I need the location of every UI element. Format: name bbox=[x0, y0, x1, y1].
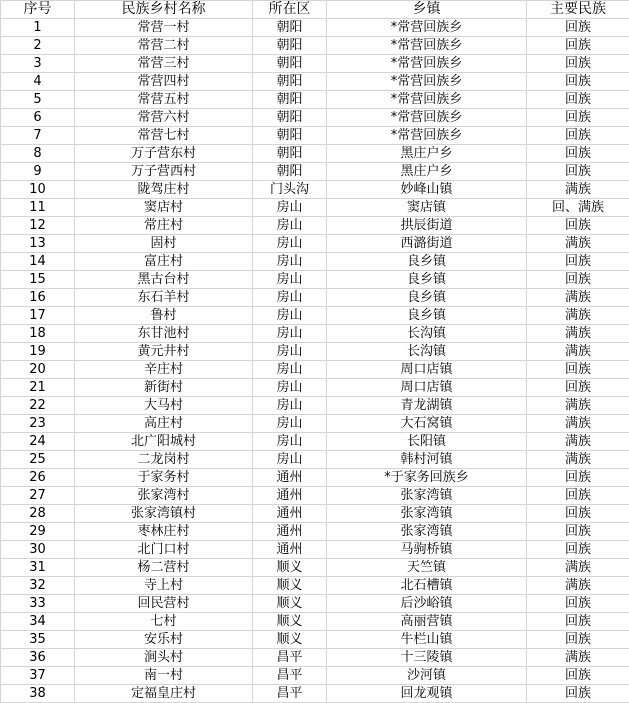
cell-village-name: 常营五村 bbox=[75, 91, 253, 109]
cell-village-name: 常营三村 bbox=[75, 55, 253, 73]
table-row bbox=[1, 541, 629, 559]
cell-index: 1 bbox=[1, 19, 75, 37]
cell-village-name: 回民营村 bbox=[75, 595, 253, 613]
cell-main-ethnicity: 满族 bbox=[527, 649, 629, 667]
cell-index: 36 bbox=[1, 649, 75, 667]
header-township: 乡镇 bbox=[327, 1, 527, 19]
cell-township: 青龙湖镇 bbox=[327, 397, 527, 415]
cell-village-name: 黑古台村 bbox=[75, 271, 253, 289]
cell-main-ethnicity: 回族 bbox=[527, 55, 629, 73]
cell-township: *常营回族乡 bbox=[327, 127, 527, 145]
cell-main-ethnicity: 回族 bbox=[527, 19, 629, 37]
cell-main-ethnicity: 回族 bbox=[527, 271, 629, 289]
cell-district: 房山 bbox=[253, 235, 327, 253]
cell-district: 朝阳 bbox=[253, 37, 327, 55]
cell-main-ethnicity: 回族 bbox=[527, 667, 629, 685]
cell-township: 张家湾镇 bbox=[327, 505, 527, 523]
cell-index: 25 bbox=[1, 451, 75, 469]
cell-main-ethnicity: 回族 bbox=[527, 91, 629, 109]
table-row bbox=[1, 361, 629, 379]
cell-district: 顺义 bbox=[253, 613, 327, 631]
cell-township: 韩村河镇 bbox=[327, 451, 527, 469]
cell-village-name: 常营四村 bbox=[75, 73, 253, 91]
cell-township: 长沟镇 bbox=[327, 325, 527, 343]
cell-index: 8 bbox=[1, 145, 75, 163]
cell-district: 朝阳 bbox=[253, 91, 327, 109]
table-row bbox=[1, 649, 629, 667]
cell-main-ethnicity: 回族 bbox=[527, 685, 629, 703]
cell-township: *常营回族乡 bbox=[327, 37, 527, 55]
cell-index: 29 bbox=[1, 523, 75, 541]
cell-index: 24 bbox=[1, 433, 75, 451]
cell-index: 20 bbox=[1, 361, 75, 379]
table-row bbox=[1, 667, 629, 685]
cell-township: 长阳镇 bbox=[327, 433, 527, 451]
cell-main-ethnicity: 回族 bbox=[527, 541, 629, 559]
table-row bbox=[1, 523, 629, 541]
table-row bbox=[1, 397, 629, 415]
cell-index: 16 bbox=[1, 289, 75, 307]
cell-district: 朝阳 bbox=[253, 55, 327, 73]
cell-main-ethnicity: 满族 bbox=[527, 343, 629, 361]
cell-village-name: 涧头村 bbox=[75, 649, 253, 667]
cell-township: 良乡镇 bbox=[327, 307, 527, 325]
cell-village-name: 常营二村 bbox=[75, 37, 253, 55]
cell-main-ethnicity: 满族 bbox=[527, 235, 629, 253]
cell-township: 良乡镇 bbox=[327, 271, 527, 289]
cell-township: 长沟镇 bbox=[327, 343, 527, 361]
table-row bbox=[1, 127, 629, 145]
cell-district: 房山 bbox=[253, 361, 327, 379]
cell-township: 西潞街道 bbox=[327, 235, 527, 253]
cell-district: 房山 bbox=[253, 253, 327, 271]
cell-village-name: 鲁村 bbox=[75, 307, 253, 325]
cell-index: 7 bbox=[1, 127, 75, 145]
cell-village-name: 北门口村 bbox=[75, 541, 253, 559]
cell-district: 顺义 bbox=[253, 631, 327, 649]
cell-village-name: 七村 bbox=[75, 613, 253, 631]
cell-district: 朝阳 bbox=[253, 127, 327, 145]
cell-index: 5 bbox=[1, 91, 75, 109]
cell-main-ethnicity: 回族 bbox=[527, 109, 629, 127]
cell-village-name: 常营一村 bbox=[75, 19, 253, 37]
cell-main-ethnicity: 满族 bbox=[527, 289, 629, 307]
cell-main-ethnicity: 满族 bbox=[527, 433, 629, 451]
cell-index: 26 bbox=[1, 469, 75, 487]
cell-index: 37 bbox=[1, 667, 75, 685]
cell-township: 窦店镇 bbox=[327, 199, 527, 217]
header-village-name: 民族乡村名称 bbox=[75, 1, 253, 19]
cell-index: 31 bbox=[1, 559, 75, 577]
cell-district: 顺义 bbox=[253, 559, 327, 577]
cell-village-name: 新街村 bbox=[75, 379, 253, 397]
cell-township: 沙河镇 bbox=[327, 667, 527, 685]
cell-township: 后沙峪镇 bbox=[327, 595, 527, 613]
cell-index: 6 bbox=[1, 109, 75, 127]
cell-index: 38 bbox=[1, 685, 75, 703]
cell-main-ethnicity: 回族 bbox=[527, 523, 629, 541]
cell-main-ethnicity: 回、满族 bbox=[527, 199, 629, 217]
cell-main-ethnicity: 回族 bbox=[527, 487, 629, 505]
cell-main-ethnicity: 回族 bbox=[527, 253, 629, 271]
cell-district: 房山 bbox=[253, 307, 327, 325]
cell-main-ethnicity: 回族 bbox=[527, 469, 629, 487]
cell-main-ethnicity: 回族 bbox=[527, 37, 629, 55]
table-row bbox=[1, 415, 629, 433]
cell-district: 通州 bbox=[253, 505, 327, 523]
cell-district: 朝阳 bbox=[253, 109, 327, 127]
cell-district: 朝阳 bbox=[253, 145, 327, 163]
cell-township: 马驹桥镇 bbox=[327, 541, 527, 559]
header-row bbox=[1, 1, 629, 19]
cell-index: 30 bbox=[1, 541, 75, 559]
table-row bbox=[1, 595, 629, 613]
table-row bbox=[1, 109, 629, 127]
cell-village-name: 固村 bbox=[75, 235, 253, 253]
cell-index: 9 bbox=[1, 163, 75, 181]
cell-village-name: 东石羊村 bbox=[75, 289, 253, 307]
cell-main-ethnicity: 满族 bbox=[527, 577, 629, 595]
cell-index: 3 bbox=[1, 55, 75, 73]
cell-township: 张家湾镇 bbox=[327, 523, 527, 541]
cell-village-name: 二龙岗村 bbox=[75, 451, 253, 469]
cell-district: 朝阳 bbox=[253, 19, 327, 37]
cell-index: 11 bbox=[1, 199, 75, 217]
table-row bbox=[1, 199, 629, 217]
cell-village-name: 陇驾庄村 bbox=[75, 181, 253, 199]
cell-index: 34 bbox=[1, 613, 75, 631]
cell-index: 23 bbox=[1, 415, 75, 433]
cell-index: 13 bbox=[1, 235, 75, 253]
cell-index: 4 bbox=[1, 73, 75, 91]
cell-village-name: 常庄村 bbox=[75, 217, 253, 235]
cell-main-ethnicity: 回族 bbox=[527, 505, 629, 523]
cell-main-ethnicity: 满族 bbox=[527, 181, 629, 199]
cell-village-name: 辛庄村 bbox=[75, 361, 253, 379]
cell-index: 2 bbox=[1, 37, 75, 55]
table-row bbox=[1, 289, 629, 307]
cell-village-name: 张家湾村 bbox=[75, 487, 253, 505]
cell-district: 房山 bbox=[253, 415, 327, 433]
cell-district: 房山 bbox=[253, 271, 327, 289]
cell-township: 北石槽镇 bbox=[327, 577, 527, 595]
cell-main-ethnicity: 回族 bbox=[527, 127, 629, 145]
cell-township: 妙峰山镇 bbox=[327, 181, 527, 199]
cell-main-ethnicity: 回族 bbox=[527, 145, 629, 163]
cell-main-ethnicity: 满族 bbox=[527, 415, 629, 433]
cell-village-name: 常营七村 bbox=[75, 127, 253, 145]
cell-village-name: 万子营西村 bbox=[75, 163, 253, 181]
cell-district: 顺义 bbox=[253, 577, 327, 595]
cell-district: 房山 bbox=[253, 199, 327, 217]
cell-village-name: 富庄村 bbox=[75, 253, 253, 271]
cell-main-ethnicity: 回族 bbox=[527, 595, 629, 613]
table-row bbox=[1, 343, 629, 361]
cell-township: 周口店镇 bbox=[327, 361, 527, 379]
cell-township: 黑庄户乡 bbox=[327, 145, 527, 163]
cell-village-name: 东甘池村 bbox=[75, 325, 253, 343]
cell-index: 14 bbox=[1, 253, 75, 271]
cell-township: 高丽营镇 bbox=[327, 613, 527, 631]
cell-index: 12 bbox=[1, 217, 75, 235]
cell-township: 大石窝镇 bbox=[327, 415, 527, 433]
cell-township: *常营回族乡 bbox=[327, 19, 527, 37]
table-row bbox=[1, 613, 629, 631]
cell-village-name: 枣林庄村 bbox=[75, 523, 253, 541]
cell-district: 房山 bbox=[253, 433, 327, 451]
cell-village-name: 高庄村 bbox=[75, 415, 253, 433]
cell-district: 房山 bbox=[253, 451, 327, 469]
cell-main-ethnicity: 回族 bbox=[527, 631, 629, 649]
cell-main-ethnicity: 满族 bbox=[527, 559, 629, 577]
cell-district: 昌平 bbox=[253, 649, 327, 667]
table-row bbox=[1, 55, 629, 73]
table-row bbox=[1, 577, 629, 595]
cell-village-name: 万子营东村 bbox=[75, 145, 253, 163]
cell-township: 良乡镇 bbox=[327, 253, 527, 271]
cell-township: *于家务回族乡 bbox=[327, 469, 527, 487]
cell-village-name: 黄元井村 bbox=[75, 343, 253, 361]
table-row bbox=[1, 469, 629, 487]
table-row bbox=[1, 505, 629, 523]
table-row bbox=[1, 451, 629, 469]
cell-village-name: 窦店村 bbox=[75, 199, 253, 217]
cell-district: 房山 bbox=[253, 325, 327, 343]
cell-main-ethnicity: 满族 bbox=[527, 397, 629, 415]
cell-district: 顺义 bbox=[253, 595, 327, 613]
cell-village-name: 张家湾镇村 bbox=[75, 505, 253, 523]
cell-village-name: 北广阳城村 bbox=[75, 433, 253, 451]
table-row bbox=[1, 433, 629, 451]
table-row bbox=[1, 217, 629, 235]
table-row bbox=[1, 91, 629, 109]
cell-village-name: 常营六村 bbox=[75, 109, 253, 127]
cell-village-name: 寺上村 bbox=[75, 577, 253, 595]
cell-township: 天竺镇 bbox=[327, 559, 527, 577]
table-row bbox=[1, 559, 629, 577]
cell-township: 黑庄户乡 bbox=[327, 163, 527, 181]
cell-district: 门头沟 bbox=[253, 181, 327, 199]
cell-district: 昌平 bbox=[253, 685, 327, 703]
cell-township: 牛栏山镇 bbox=[327, 631, 527, 649]
cell-district: 房山 bbox=[253, 217, 327, 235]
cell-index: 35 bbox=[1, 631, 75, 649]
cell-district: 通州 bbox=[253, 487, 327, 505]
cell-village-name: 杨二营村 bbox=[75, 559, 253, 577]
cell-township: 张家湾镇 bbox=[327, 487, 527, 505]
cell-main-ethnicity: 回族 bbox=[527, 379, 629, 397]
header-district: 所在区 bbox=[253, 1, 327, 19]
cell-main-ethnicity: 满族 bbox=[527, 325, 629, 343]
cell-township: 十三陵镇 bbox=[327, 649, 527, 667]
cell-village-name: 安乐村 bbox=[75, 631, 253, 649]
cell-index: 27 bbox=[1, 487, 75, 505]
cell-district: 通州 bbox=[253, 523, 327, 541]
table-row bbox=[1, 37, 629, 55]
cell-main-ethnicity: 回族 bbox=[527, 361, 629, 379]
table-row bbox=[1, 631, 629, 649]
table-row bbox=[1, 271, 629, 289]
cell-township: *常营回族乡 bbox=[327, 109, 527, 127]
table-row bbox=[1, 325, 629, 343]
cell-main-ethnicity: 回族 bbox=[527, 217, 629, 235]
table-row bbox=[1, 487, 629, 505]
table-row bbox=[1, 253, 629, 271]
cell-village-name: 定福皇庄村 bbox=[75, 685, 253, 703]
cell-district: 房山 bbox=[253, 289, 327, 307]
cell-index: 22 bbox=[1, 397, 75, 415]
cell-main-ethnicity: 回族 bbox=[527, 163, 629, 181]
cell-district: 通州 bbox=[253, 469, 327, 487]
table-row bbox=[1, 73, 629, 91]
cell-township: *常营回族乡 bbox=[327, 91, 527, 109]
header-main-ethnicity: 主要民族 bbox=[527, 1, 629, 19]
cell-township: 回龙观镇 bbox=[327, 685, 527, 703]
cell-main-ethnicity: 满族 bbox=[527, 451, 629, 469]
table-row bbox=[1, 307, 629, 325]
cell-index: 32 bbox=[1, 577, 75, 595]
cell-main-ethnicity: 满族 bbox=[527, 307, 629, 325]
table-row bbox=[1, 379, 629, 397]
cell-township: *常营回族乡 bbox=[327, 55, 527, 73]
cell-index: 17 bbox=[1, 307, 75, 325]
cell-township: 拱辰街道 bbox=[327, 217, 527, 235]
table-row bbox=[1, 19, 629, 37]
cell-district: 通州 bbox=[253, 541, 327, 559]
cell-district: 房山 bbox=[253, 397, 327, 415]
cell-main-ethnicity: 回族 bbox=[527, 73, 629, 91]
cell-district: 房山 bbox=[253, 343, 327, 361]
cell-village-name: 大马村 bbox=[75, 397, 253, 415]
cell-index: 18 bbox=[1, 325, 75, 343]
cell-index: 33 bbox=[1, 595, 75, 613]
table-row bbox=[1, 235, 629, 253]
cell-village-name: 南一村 bbox=[75, 667, 253, 685]
table-row bbox=[1, 163, 629, 181]
cell-district: 昌平 bbox=[253, 667, 327, 685]
header-index: 序号 bbox=[1, 1, 75, 19]
cell-main-ethnicity: 回族 bbox=[527, 613, 629, 631]
cell-index: 21 bbox=[1, 379, 75, 397]
cell-district: 房山 bbox=[253, 379, 327, 397]
cell-index: 10 bbox=[1, 181, 75, 199]
cell-township: 良乡镇 bbox=[327, 289, 527, 307]
cell-index: 19 bbox=[1, 343, 75, 361]
cell-township: 周口店镇 bbox=[327, 379, 527, 397]
cell-district: 朝阳 bbox=[253, 163, 327, 181]
table-row bbox=[1, 181, 629, 199]
cell-township: *常营回族乡 bbox=[327, 73, 527, 91]
cell-index: 15 bbox=[1, 271, 75, 289]
cell-village-name: 于家务村 bbox=[75, 469, 253, 487]
table-row bbox=[1, 145, 629, 163]
cell-district: 朝阳 bbox=[253, 73, 327, 91]
cell-index: 28 bbox=[1, 505, 75, 523]
